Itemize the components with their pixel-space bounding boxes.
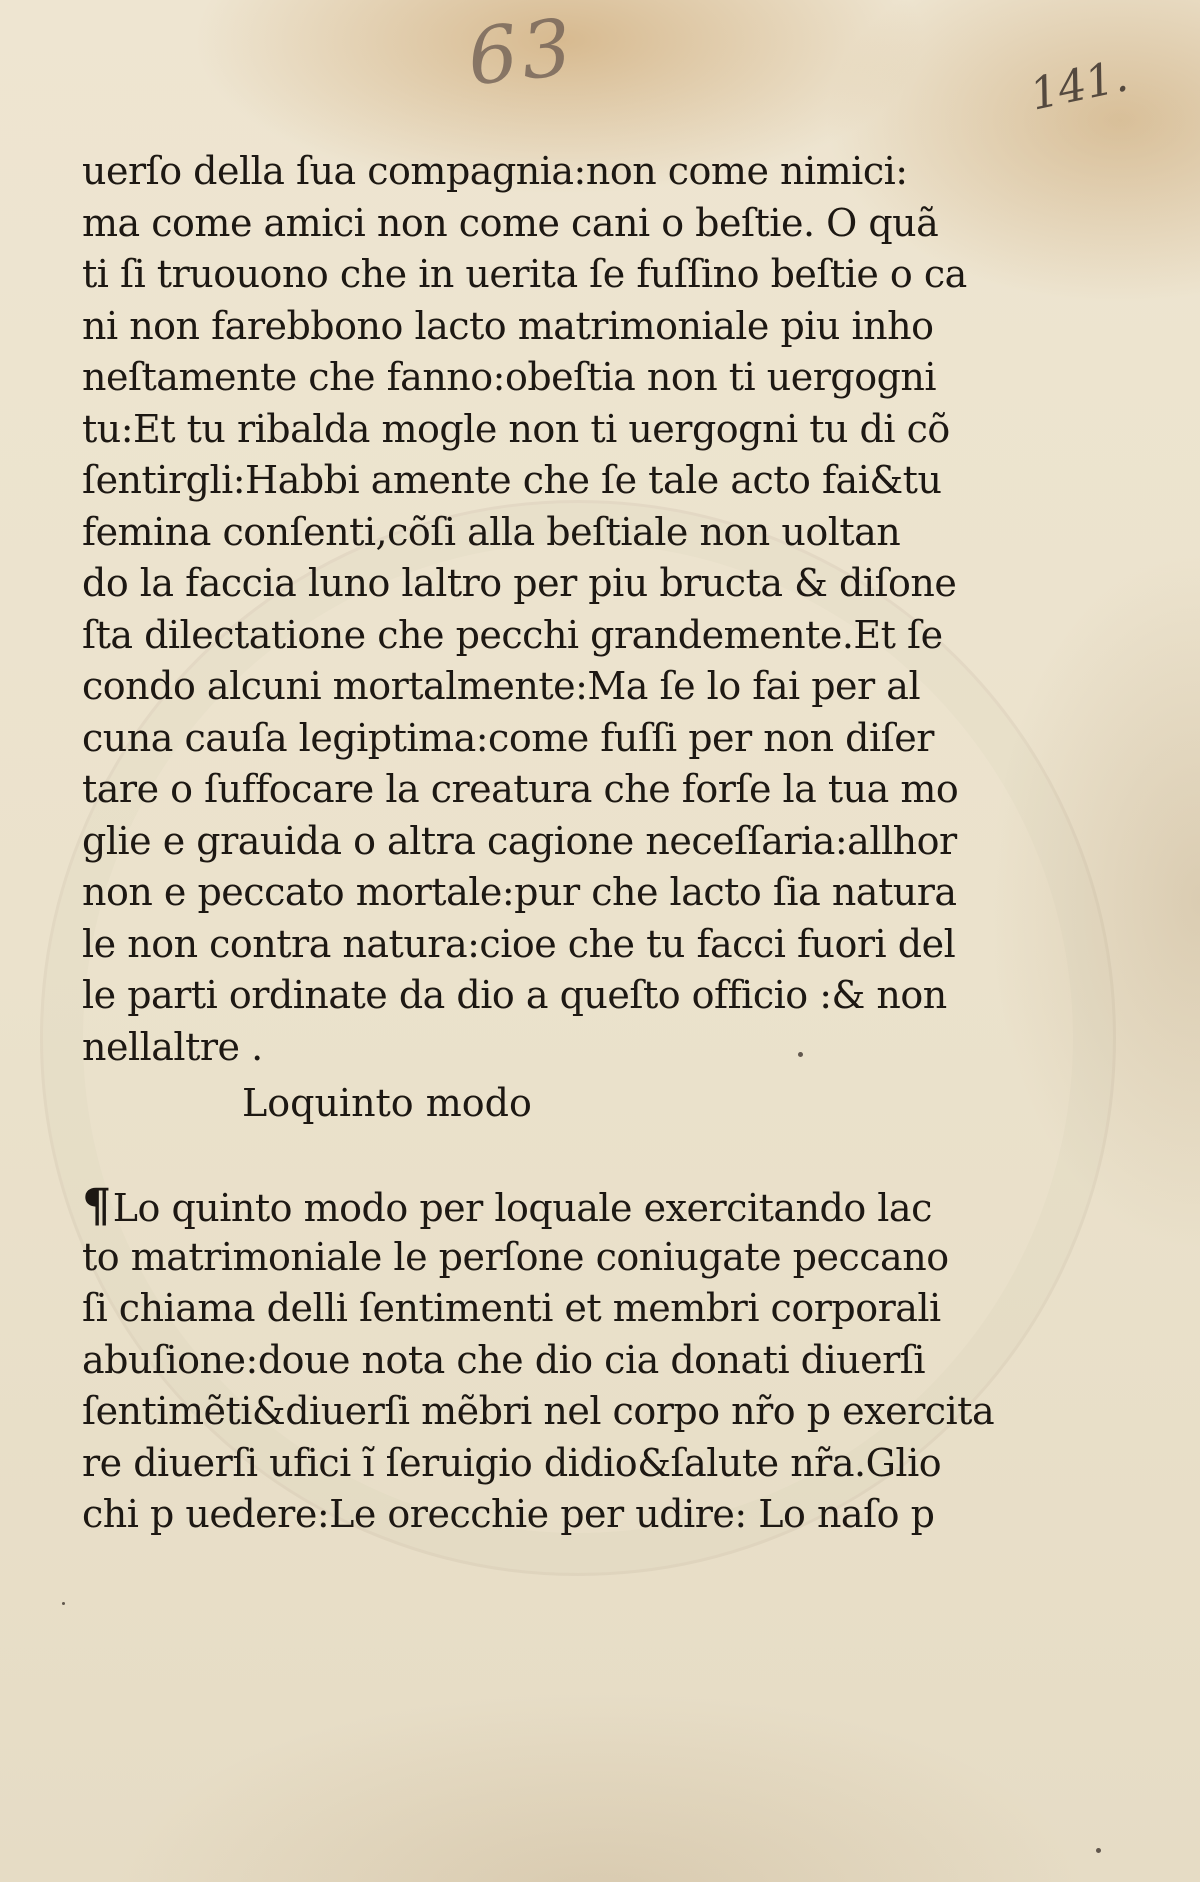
text-line: nellaltre . [82,1024,263,1069]
text-line-first [82,1178,932,1232]
text-line: to matrimoniale le perſone coniugate peccano [82,1234,949,1279]
text-line: ni non farebbono lacto matrimoniale piu inho [82,303,934,348]
text-line: ſi chiama delli ſentimenti et membri corporali [82,1286,941,1330]
section-heading: Loquinto modo [242,1081,532,1125]
text-line: uerſo della ſua compagnia:non come nimici: [82,149,908,193]
text-line: ma come amici non come cani o beſtie. O quã [82,200,939,245]
ink-speck [62,1602,65,1605]
text-line: cuna cauſa legiptima:come fuſſi per non diſer [82,715,934,760]
folio-number: 63 [463,2,580,104]
text-line: do la faccia luno laltro per piu bructa & diſone [82,561,957,605]
text-line: ti ſi truouono che in uerita ſe fuſſino beſtie o ca [82,252,967,296]
section-text [82,1178,995,1541]
text-line: le non contra natura:cioe che tu facci fuori del [82,921,956,966]
text-line: ſentirgli:Habbi amente che ſe tale acto fai&tu [82,458,942,502]
text-line: femina conſenti,cõſi alla beſtiale non uoltan [82,509,901,554]
text-line: non e peccato mortale:pur che lacto ſia natura [82,870,957,914]
text-line: ſta dilectatione che pecchi grandemente.Et ſe [82,612,943,657]
text-line: glie e grauida o altra cagione neceſſaria:allhor [82,818,957,863]
text-line: abuſione:doue nota che dio cia donati diuerſi [82,1337,926,1382]
text-line: Lo quinto modo per loquale exercitando lac [112,1186,932,1230]
text-line: chi p uedere:Le orecchie per udire: Lo naſo p [82,1492,935,1536]
text-line: le parti ordinate da dio a queſto officio :& non [82,973,947,1017]
text-line: tare o ſuffocare la creatura che forſe la tua mo [82,767,959,811]
body-text [82,146,967,1073]
text-line: tu:Et tu ribalda mogle non ti uergogni tu di cõ [82,406,950,451]
pilcrow-mark: ¶ [82,1178,111,1232]
text-line: re diuerſi ufici ĩ ſeruigio didio&ſalute nr̃a.Glio [82,1440,942,1485]
text-line: neſtamente che fanno:obeſtia non ti uergogni [82,355,937,399]
ink-speck [1096,1848,1101,1853]
text-line: condo alcuni mortalmente:Ma ſe lo fai per al [82,664,921,708]
ink-speck [798,1052,803,1057]
folio-side-number: 141. [1025,50,1133,121]
text-line: ſentimẽti&diuerſi mẽbri nel corpo nr̃o p exercita [82,1389,995,1433]
